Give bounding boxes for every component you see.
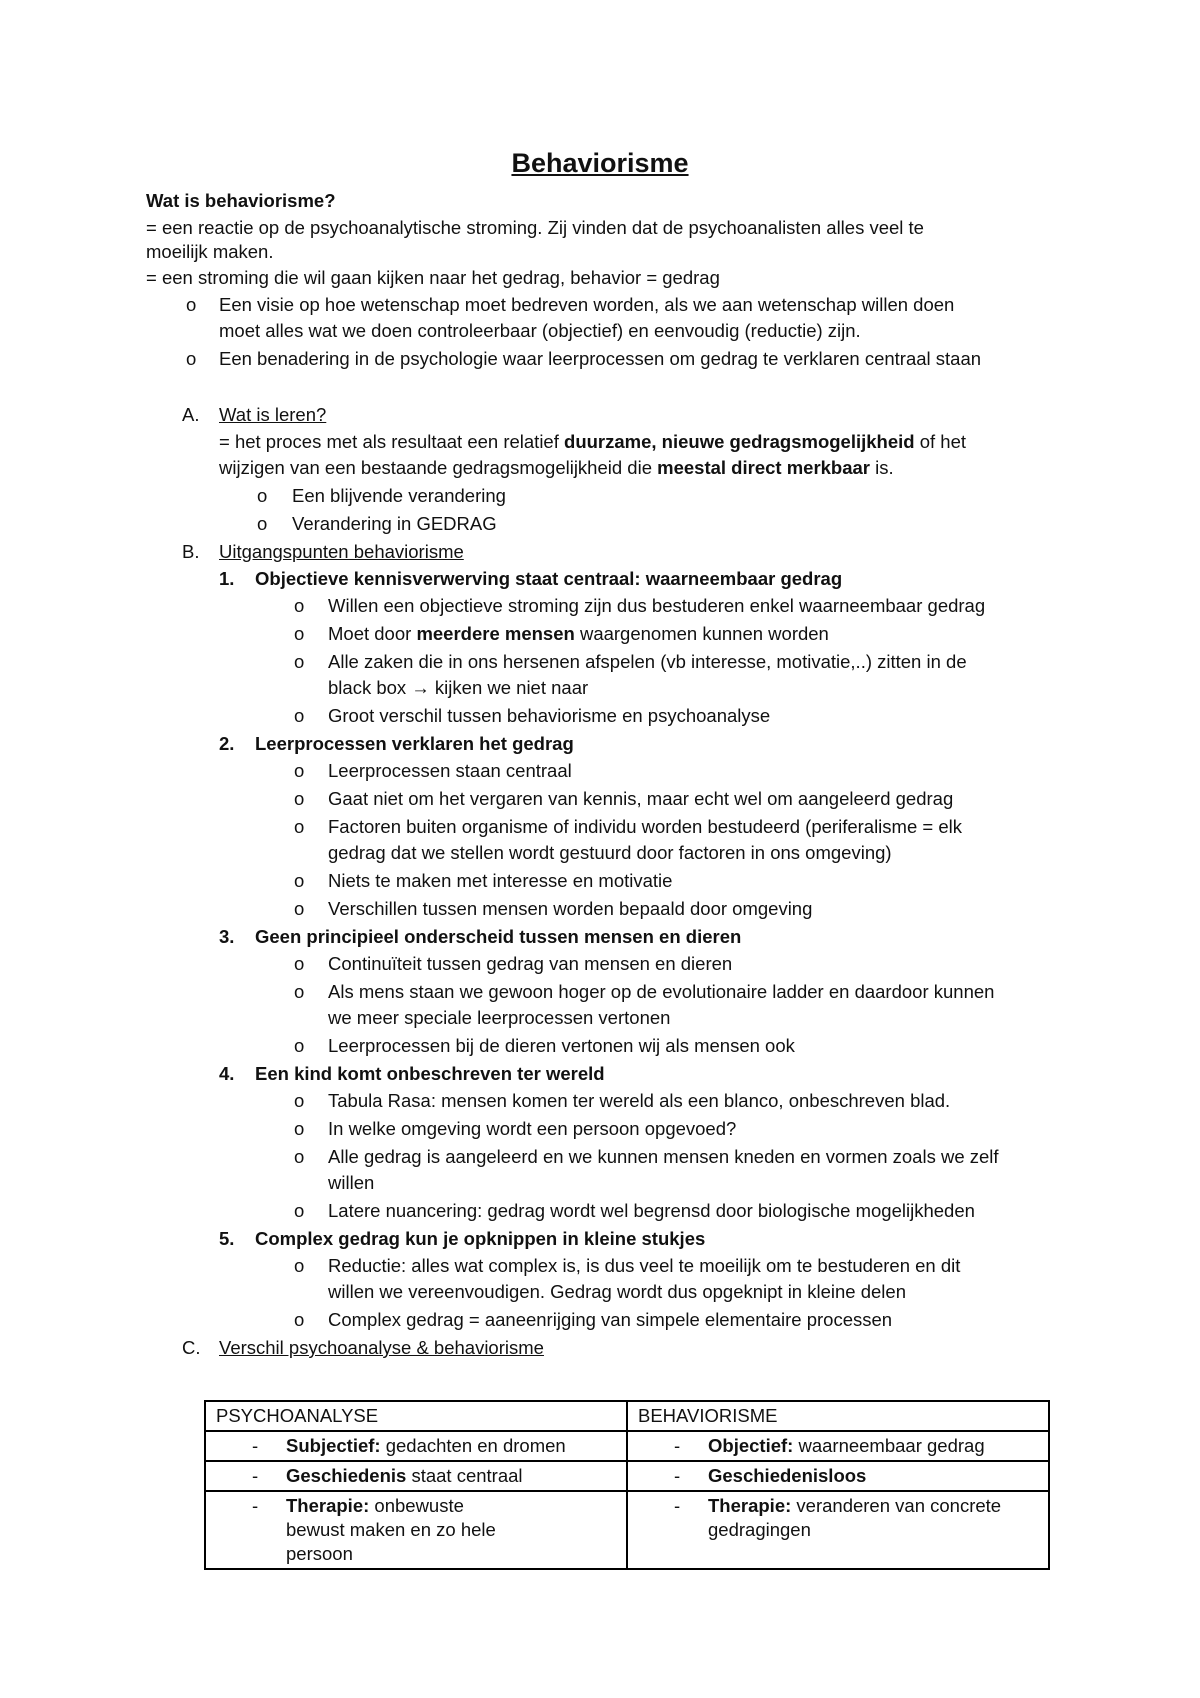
point-3-bullet-1: Continuïteit tussen gedrag van mensen en dieren xyxy=(328,953,733,974)
section-c-marker: C. xyxy=(182,1337,201,1358)
bullet-marker: o xyxy=(294,816,305,837)
table-cell: - Geschiedenis staat centraal xyxy=(205,1461,627,1491)
point-1-bullet-4: Groot verschil tussen behaviorisme en psychoanalyse xyxy=(328,705,771,726)
point-2-bullet-5: Verschillen tussen mensen worden bepaald door omgeving xyxy=(328,898,813,919)
point-3-heading: Geen principieel onderscheid tussen mensen en dieren xyxy=(255,926,742,947)
table-header-psychoanalyse: PSYCHOANALYSE xyxy=(205,1401,627,1431)
point-3-bullet-2: Als mens staan we gewoon hoger op de evolutionaire ladder en daardoor kunnen xyxy=(328,981,995,1002)
point-3-bullet-2-cont: we meer speciale leerprocessen vertonen xyxy=(328,1007,671,1028)
point-2-heading: Leerprocessen verklaren het gedrag xyxy=(255,733,574,754)
bullet-marker: o xyxy=(294,788,305,809)
point-2-bullet-2: Gaat niet om het vergaren van kennis, maar echt wel om aangeleerd gedrag xyxy=(328,788,954,809)
table-row xyxy=(205,1431,1049,1461)
bullet-marker: o xyxy=(257,513,268,534)
table-cell: - Objectief: waarneembaar gedrag xyxy=(627,1431,1049,1461)
bullet-marker: o xyxy=(294,1146,305,1167)
point-1-bullet-1: Willen een objectieve stroming zijn dus bestuderen enkel waarneembaar gedrag xyxy=(328,595,986,616)
section-a-marker: A. xyxy=(182,404,200,425)
intro-line-2: = een stroming die wil gaan kijken naar het gedrag, behavior = gedrag xyxy=(146,267,720,288)
point-1-bullet-3: Alle zaken die in ons hersenen afspelen (vb interesse, motivatie,..) zitten in de xyxy=(328,651,967,672)
intro-bullet-1: Een visie op hoe wetenschap moet bedreven worden, als we aan wetenschap willen doen xyxy=(219,294,955,315)
arrow-right-icon: → xyxy=(411,677,430,698)
dash-marker: - xyxy=(674,1435,681,1456)
section-a-heading: Wat is leren? xyxy=(219,404,327,425)
point-4-bullet-3: Alle gedrag is aangeleerd en we kunnen mensen kneden en vormen zoals we zelf xyxy=(328,1146,999,1167)
comparison-table xyxy=(204,1400,1050,1570)
point-5-number: 5. xyxy=(219,1228,235,1249)
bullet-marker: o xyxy=(294,760,305,781)
section-a-definition-cont: wijzigen van een bestaande gedragsmogelijkheid die meestal direct merkbaar is. xyxy=(219,457,894,478)
table-cell: - Subjectief: gedachten en dromen xyxy=(205,1431,627,1461)
bullet-marker: o xyxy=(294,651,305,672)
bullet-marker: o xyxy=(186,348,197,369)
bullet-marker: o xyxy=(294,1035,305,1056)
table-header-row xyxy=(205,1401,1049,1431)
bullet-marker: o xyxy=(294,898,305,919)
section-c-heading: Verschil psychoanalyse & behaviorisme xyxy=(219,1337,544,1358)
point-3-bullet-3: Leerprocessen bij de dieren vertonen wij als mensen ook xyxy=(328,1035,795,1056)
intro-bullet-2: Een benadering in de psychologie waar leerprocessen om gedrag te verklaren centraal staan xyxy=(219,348,982,369)
intro-line-1-cont: moeilijk maken. xyxy=(146,241,274,262)
section-b-heading: Uitgangspunten behaviorisme xyxy=(219,541,464,562)
dash-marker: - xyxy=(674,1465,681,1486)
point-1-bullet-2: Moet door meerdere mensen waargenomen kunnen worden xyxy=(328,623,829,644)
section-b-marker: B. xyxy=(182,541,200,562)
point-2-number: 2. xyxy=(219,733,235,754)
bullet-marker: o xyxy=(294,1255,305,1276)
section-a-bullet-1: Een blijvende verandering xyxy=(292,485,506,506)
bullet-marker: o xyxy=(294,1118,305,1139)
bullet-marker: o xyxy=(294,623,305,644)
point-5-bullet-2: Complex gedrag = aaneenrijging van simpele elementaire processen xyxy=(328,1309,893,1330)
table-header-behaviorisme: BEHAVIORISME xyxy=(627,1401,1049,1431)
table-cell: - Therapie: veranderen van concrete gedragingen xyxy=(627,1491,1049,1569)
intro-question: Wat is behaviorisme? xyxy=(146,190,336,211)
bullet-marker: o xyxy=(294,1090,305,1111)
dash-marker: - xyxy=(252,1465,259,1486)
point-4-bullet-2: In welke omgeving wordt een persoon opgevoed? xyxy=(328,1118,737,1139)
point-4-bullet-1: Tabula Rasa: mensen komen ter wereld als een blanco, onbeschreven blad. xyxy=(328,1090,951,1111)
table-cell: - Therapie: onbewuste bewust maken en zo hele persoon xyxy=(205,1491,627,1569)
point-4-heading: Een kind komt onbeschreven ter wereld xyxy=(255,1063,605,1084)
intro-line-1: = een reactie op de psychoanalytische stroming. Zij vinden dat de psychoanalisten alles veel te xyxy=(146,217,924,238)
bullet-marker: o xyxy=(294,981,305,1002)
bullet-marker: o xyxy=(294,705,305,726)
point-5-bullet-1-cont: willen we vereenvoudigen. Gedrag wordt dus opgeknipt in kleine delen xyxy=(328,1281,906,1302)
dash-marker: - xyxy=(252,1435,259,1456)
dash-marker: - xyxy=(252,1495,259,1516)
point-1-bullet-3-cont: black box → kijken we niet naar xyxy=(328,677,589,698)
intro-bullet-1-cont: moet alles wat we doen controleerbaar (objectief) en eenvoudig (reductie) zijn. xyxy=(219,320,861,341)
point-4-bullet-4: Latere nuancering: gedrag wordt wel begrensd door biologische mogelijkheden xyxy=(328,1200,975,1221)
section-a-definition: = het proces met als resultaat een relatief duurzame, nieuwe gedragsmogelijkheid of het xyxy=(219,431,967,452)
point-3-number: 3. xyxy=(219,926,235,947)
point-5-bullet-1: Reductie: alles wat complex is, is dus veel te moeilijk om te bestuderen en dit xyxy=(328,1255,961,1276)
page-title: Behaviorisme xyxy=(511,148,689,178)
bullet-marker: o xyxy=(257,485,268,506)
bullet-marker: o xyxy=(294,870,305,891)
point-2-bullet-3: Factoren buiten organisme of individu worden bestudeerd (periferalisme = elk xyxy=(328,816,962,837)
table-row xyxy=(205,1461,1049,1491)
point-2-bullet-4: Niets te maken met interesse en motivatie xyxy=(328,870,673,891)
table-row xyxy=(205,1491,1049,1569)
point-2-bullet-3-cont: gedrag dat we stellen wordt gestuurd door factoren in ons omgeving) xyxy=(328,842,892,863)
dash-marker: - xyxy=(674,1495,681,1516)
point-5-heading: Complex gedrag kun je opknippen in kleine stukjes xyxy=(255,1228,706,1249)
bullet-marker: o xyxy=(186,294,197,315)
bullet-marker: o xyxy=(294,953,305,974)
point-4-bullet-3-cont: willen xyxy=(328,1172,375,1193)
point-1-number: 1. xyxy=(219,568,235,589)
section-a-bullet-2: Verandering in GEDRAG xyxy=(292,513,497,534)
point-4-number: 4. xyxy=(219,1063,235,1084)
point-1-heading: Objectieve kennisverwerving staat centraal: waarneembaar gedrag xyxy=(255,568,843,589)
table-cell: - Geschiedenisloos xyxy=(627,1461,1049,1491)
point-2-bullet-1: Leerprocessen staan centraal xyxy=(328,760,572,781)
bullet-marker: o xyxy=(294,1309,305,1330)
bullet-marker: o xyxy=(294,595,305,616)
bullet-marker: o xyxy=(294,1200,305,1221)
